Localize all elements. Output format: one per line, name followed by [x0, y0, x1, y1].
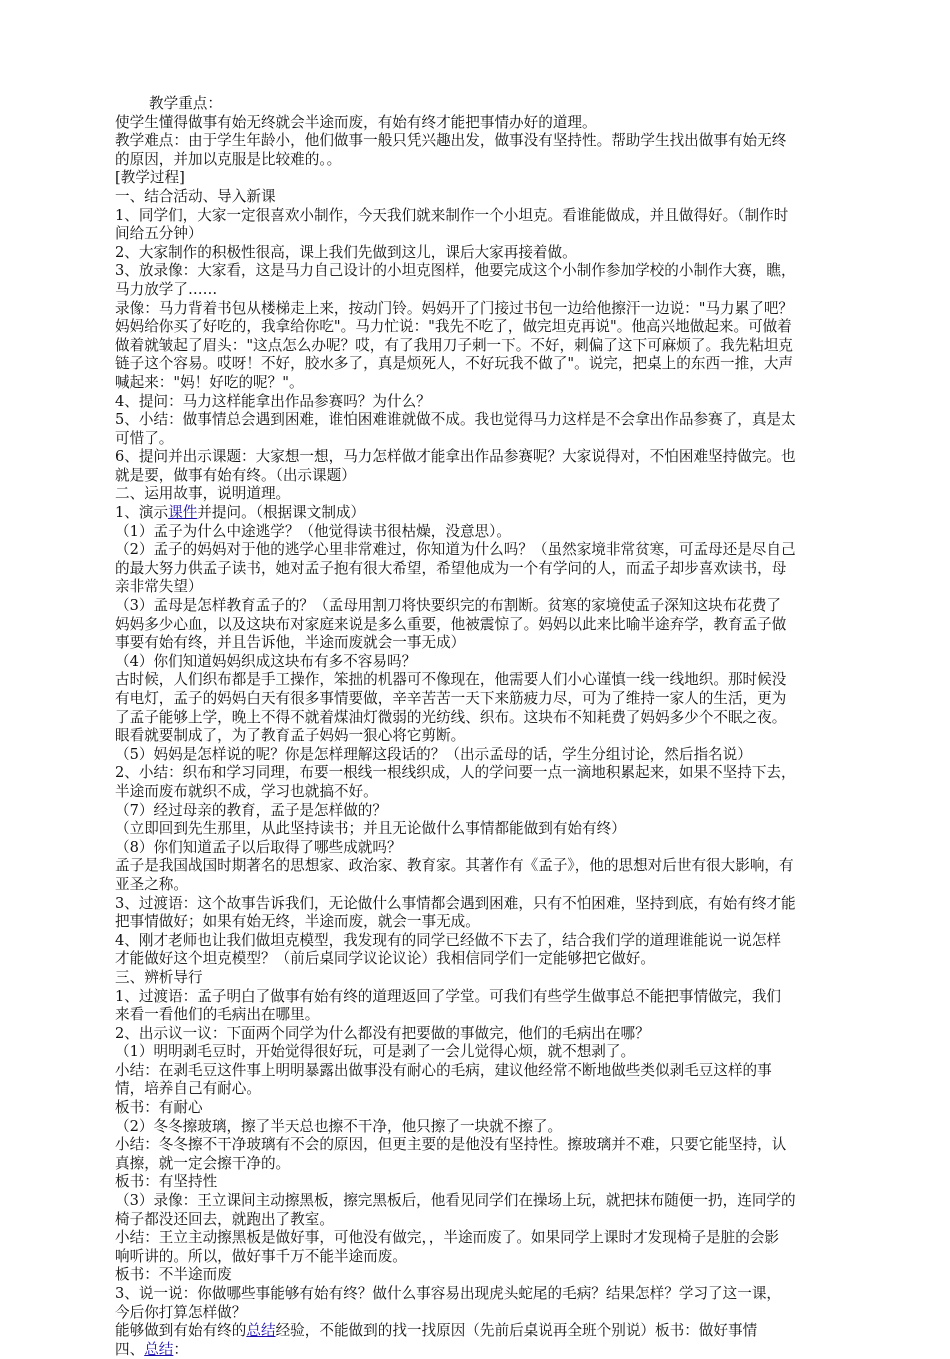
line-text: （立即回到先生那里，从此坚持读书；并且无论做什么事情都能做到有始有终）: [115, 820, 626, 838]
text-line: [115, 411, 870, 430]
line-text: （1）明明剥毛豆时，开始觉得很好玩，可是剥了一会儿觉得心烦，就不想剥了。: [115, 1043, 636, 1061]
text-line: [115, 1285, 870, 1304]
line-text: （7）经过母亲的教育，孟子是怎样做的？: [115, 801, 387, 819]
text-line: [115, 430, 870, 449]
text-line: [115, 653, 870, 672]
line-text: 小结：王立主动擦黑板是做好事，可他没有做完，，半途而废了。如果同学上课时才发现椅子是脏的会影: [115, 1229, 780, 1247]
text-line: [115, 188, 870, 207]
line-text: （2）冬冬擦玻璃，擦了半天总也擦不干净，他只擦了一块就不擦了。: [115, 1117, 563, 1135]
text-line: [115, 1025, 870, 1044]
line-text: 录像：马力背着书包从楼梯走上来，按动门铃。妈妈开了门接过书包一边给他擦汗一边说："马力累了吧？: [115, 299, 794, 317]
text-line: [115, 578, 870, 597]
line-text: 有电灯，孟子的妈妈白天有很多事情要做，辛辛苦苦一天下来筋疲力尽，可为了维持一家人的生活，更为: [115, 690, 787, 707]
text-line: [115, 857, 870, 876]
line-text: 1、同学们，大家一定很喜欢小制作，今天我们就来制作一个小坦克。看谁能做成，并且做得好。（制作时: [115, 206, 789, 224]
line-text-after-link: 经验，不能做到的找一找原因（先前后桌说再全班个别说）板书：做好事情: [275, 1322, 758, 1340]
text-line: [115, 207, 870, 226]
text-line: [115, 300, 870, 319]
text-line: [115, 244, 870, 263]
text-line: [115, 1229, 870, 1248]
line-text: 事要有始有终，并且告诉他，半途而废就会一事无成）: [115, 634, 466, 652]
line-text: 眼看就要制成了，为了教育孟子妈妈一狠心将它剪断。: [115, 727, 466, 745]
line-text: （2）孟子的妈妈对于他的逃学心里非常难过，你知道为什么吗？（虽然家境非常贫寒，可孟母还是尽自己: [115, 541, 796, 559]
line-text: 教学难点：由于学生年龄小，他们做事一般只凭兴趣出发，做事没有坚持性。帮助学生找出做事有始无终: [115, 132, 787, 150]
line-text: 2、小结：织布和学习同理，布要一根线一根线织成，人的学问要一点一滴地积累起来，如果不坚持下去，: [115, 764, 796, 782]
line-text: 3、说一说：你做哪些事能够有始有终？做什么事容易出现虎头蛇尾的毛病？结果怎样？学习了这一课，: [115, 1285, 782, 1302]
line-text: 今后你打算怎样做？: [115, 1303, 247, 1321]
text-line: [115, 839, 870, 858]
line-text: 妈妈给你买了好吃的，我拿给你吃"。马力忙说："我先不吃了，做完坦克再说"。他高兴地做起来。可做着: [115, 318, 792, 336]
line-text: 一、结合活动、导入新课: [115, 187, 276, 205]
text-line: [115, 709, 870, 728]
line-text: （4）你们知道妈妈织成这块布有多不容易吗？: [115, 652, 417, 670]
text-line: [115, 225, 870, 244]
text-line: [115, 374, 870, 393]
text-line: [115, 485, 870, 504]
text-line: [115, 876, 870, 895]
text-line: [115, 262, 870, 281]
line-text-after-link: 并提问。（根据课文制成）: [197, 504, 366, 522]
text-line: [115, 988, 870, 1007]
line-text: 喊起来："妈！好吃的呢？"。: [115, 373, 304, 391]
line-text-after-link: ：: [173, 1340, 189, 1358]
text-line: [115, 746, 870, 765]
text-line: [115, 950, 870, 969]
line-text: 情，培养自己有耐心。: [115, 1080, 261, 1098]
text-line: [115, 1248, 870, 1267]
line-text: 的最大努力供孟子读书，她对孟子抱有很大希望，希望他成为一个有学问的人，而孟子却步喜欢读书，母: [115, 559, 787, 577]
text-line: [115, 1080, 870, 1099]
line-text: （1）孟子为什么中途逃学？（他觉得读书很枯燥，没意思）。: [115, 522, 512, 540]
text-line: [115, 132, 870, 151]
line-text: 5、小结：做事情总会遇到困难，谁怕困难谁就做不成。我也觉得马力这样是不会拿出作品参赛了，真是太: [115, 411, 796, 429]
line-text: 亚圣之称。: [115, 875, 188, 893]
line-text: 二、运用故事，说明道理。: [115, 485, 291, 503]
text-line: [115, 616, 870, 635]
line-text: 3、放录像：大家看，这是马力自己设计的小坦克图样，他要完成这个小制作参加学校的小制作大赛，瞧，: [115, 262, 796, 280]
line-text: 板书：有坚持性: [115, 1173, 218, 1191]
line-text: 才能做好这个坦克模型？（前后桌同学议论议论）我相信同学们一定能够把它做好。: [115, 950, 655, 968]
line-text: 2、大家制作的积极性很高，课上我们先做到这儿，课后大家再接着做。: [115, 243, 577, 261]
line-text: 马力放学了……: [115, 280, 218, 298]
text-line: [115, 467, 870, 486]
text-line: [115, 523, 870, 542]
line-text: 1、演示: [115, 504, 169, 522]
line-text: 古时候，人们织布都是手工操作，笨拙的机器可不像现在，他需要人们小心谨慎一线一线地织。那时候没: [115, 671, 787, 689]
text-line: [115, 783, 870, 802]
line-text: 孟子是我国战国时期著名的思想家、政治家、教育家。其著作有《孟子》，他的思想对后世有很大影响，有: [115, 857, 794, 875]
text-line: [115, 1006, 870, 1025]
text-line: [115, 895, 870, 914]
text-line: [115, 151, 870, 170]
text-line: [115, 448, 870, 467]
text-line: [115, 560, 870, 579]
line-text: 四、: [115, 1340, 145, 1358]
line-text: 来看一看他们的毛病出在哪里。: [115, 1006, 320, 1024]
hyperlink[interactable]: 总结: [246, 1322, 276, 1340]
line-text: （8）你们知道孟子以后取得了哪些成就吗？: [115, 838, 402, 856]
line-text: 使学生懂得做事有始无终就会半途而废，有始有终才能把事情办好的道理。: [115, 113, 597, 131]
line-text: 三、辨析导行: [115, 968, 203, 986]
line-text: 能够做到有始有终的: [115, 1322, 247, 1340]
text-line: [115, 969, 870, 988]
line-text: 半途而废布就织不成，学习也就搞不好。: [115, 782, 378, 800]
text-line: [115, 820, 870, 839]
hyperlink[interactable]: 课件: [168, 504, 198, 522]
text-line: [115, 337, 870, 356]
text-line: [115, 1099, 870, 1118]
text-line: [115, 393, 870, 412]
text-line: [115, 114, 870, 133]
text-line: [115, 1173, 870, 1192]
line-text: 板书：不半途而废: [115, 1266, 232, 1284]
line-text: 链子这个容易。哎呀！不好，胶水多了，真是烦死人，不好玩我不做了"。说完，把桌上的东西一推，大声: [115, 355, 794, 373]
text-line: [115, 541, 870, 560]
line-text: 可惜了。: [115, 429, 174, 447]
line-text: 的原因，并加以克服是比较难的。。: [115, 150, 342, 168]
text-line: [115, 1192, 870, 1211]
text-line: [115, 671, 870, 690]
text-line: [115, 634, 870, 653]
text-line: [115, 1043, 870, 1062]
line-text: 小结：在剥毛豆这件事上明明暴露出做事没有耐心的毛病，建议他经常不断地做些类似剥毛豆这样的事: [115, 1061, 772, 1079]
text-line: [115, 597, 870, 616]
text-line: [115, 318, 870, 337]
text-line: [115, 727, 870, 746]
line-text: 响听讲的。所以，做好事千万不能半途而废。: [115, 1247, 407, 1265]
line-text: （5）妈妈是怎样说的呢？你是怎样理解这段话的？（出示孟母的话，学生分组讨论，然后指名说）: [115, 745, 752, 763]
line-text: 把事情做好；如果有始无终，半途而废，就会一事无成。: [115, 913, 480, 931]
line-text: （3）孟母是怎样教育孟子的？（孟母用割刀将快要织完的布割断。贫寒的家境使孟子深知这块布花费了: [115, 597, 782, 615]
text-line: [115, 1322, 870, 1341]
line-text: 椅子都没还回去，就跑出了教室。: [115, 1210, 334, 1228]
text-line: [115, 95, 870, 114]
hyperlink[interactable]: 总结: [144, 1340, 174, 1358]
line-text: 亲非常失望）: [115, 578, 203, 596]
line-text: 3、过渡语：这个故事告诉我们，无论做什么事情都会遇到困难，只有不怕困难，坚持到底，有始有终才能: [115, 894, 796, 912]
text-line: [115, 355, 870, 374]
line-text: 真擦，就一定会擦干净的。: [115, 1154, 291, 1172]
line-text: 6、提问并出示课题：大家想一想，马力怎样做才能拿出作品参赛呢？大家说得对，不怕困难坚持做完。也: [115, 448, 796, 466]
line-text: 2、出示议一议：下面两个同学为什么都没有把要做的事做完，他们的毛病出在哪？: [115, 1024, 650, 1042]
line-text: [教学过程]: [115, 169, 185, 187]
text-line: [115, 1118, 870, 1137]
line-text: 1、过渡语：孟子明白了做事有始有终的道理返回了学堂。可我们有些学生做事总不能把事情做完，我们: [115, 987, 782, 1005]
line-text: 板书：有耐心: [115, 1099, 203, 1117]
line-text: 妈妈多少心血，以及这块布对家庭来说是多么重要，他被震惊了。妈妈以此来比喻半途弃学，教育孟子做: [115, 615, 787, 633]
text-line: [115, 802, 870, 821]
text-line: [115, 932, 870, 951]
text-line: [115, 169, 870, 188]
line-text: 做着就皱起了眉头："这点怎么办呢？哎，有了我用刀子刺一下。不好，刺偏了这下可麻烦了。我先粘坦克: [115, 336, 794, 354]
line-text: 4、刚才老师也让我们做坦克模型，我发现有的同学已经做不下去了，结合我们学的道理谁能说一说怎样: [115, 931, 782, 949]
text-line: [115, 1304, 870, 1323]
text-line: [115, 1155, 870, 1174]
line-text: 间给五分钟）: [115, 225, 203, 243]
text-line: [115, 764, 870, 783]
line-text: （3）录像：王立课间主动擦黑板，擦完黑板后，他看见同学们在操场上玩，就把抹布随便一扔，连同学的: [115, 1192, 796, 1210]
text-line: [115, 1211, 870, 1230]
text-line: [115, 690, 870, 709]
line-text: 小结：冬冬擦不干净玻璃有不会的原因，但更主要的是他没有坚持性。擦玻璃并不难，只要它能坚持，认: [115, 1136, 787, 1154]
text-line: [115, 913, 870, 932]
line-text: 教学重点：: [149, 95, 222, 112]
text-line: [115, 1136, 870, 1155]
line-text: 4、提问：马力这样能拿出作品参赛吗？为什么？: [115, 392, 431, 410]
text-line: [115, 281, 870, 300]
line-text: 了孟子能够上学，晚上不得不就着煤油灯微弱的光纺线、织布。这块布不知耗费了妈妈多少个不眠之夜。: [115, 708, 787, 726]
line-text: 就是要，做事有始有终。（出示课题）: [115, 466, 356, 484]
text-line: [115, 504, 870, 523]
text-line: [115, 1062, 870, 1081]
text-line: [115, 1266, 870, 1285]
